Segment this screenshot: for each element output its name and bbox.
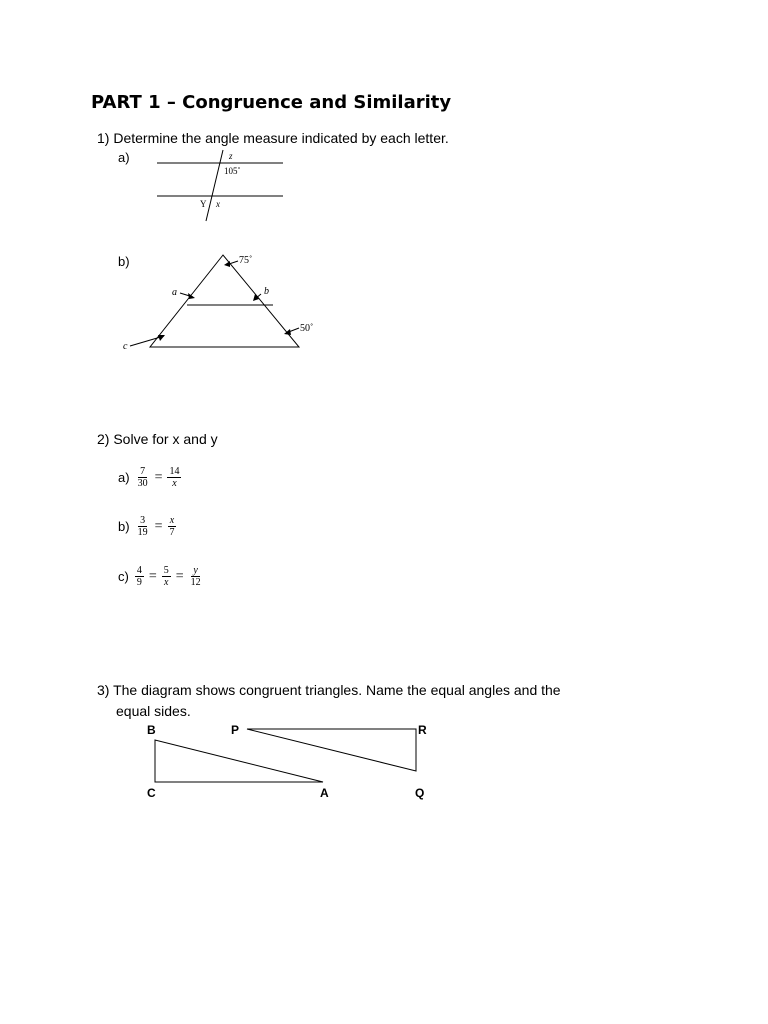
denominator: 19 (137, 527, 148, 538)
fraction-2c-second (162, 565, 171, 588)
triangle-prq (247, 729, 416, 771)
congruent-triangles-diagram (150, 725, 425, 787)
vertex-a-label: A (320, 786, 329, 800)
numerator: 3 (140, 515, 146, 526)
vertex-p-label: P (231, 723, 240, 737)
fraction-2b-right (167, 515, 176, 538)
angle-x-label: x (216, 199, 220, 209)
arrow-c-head (158, 335, 165, 341)
vertex-c-label: C (147, 786, 156, 800)
question-1b-label: b) (118, 254, 130, 269)
denominator: 9 (136, 577, 142, 588)
equation-2a (118, 466, 183, 489)
numerator: 14 (169, 466, 180, 477)
angle-c-label: c (123, 341, 128, 352)
numerator: 7 (140, 466, 146, 477)
fraction-2b-left (136, 515, 150, 538)
angle-z-label: z (229, 151, 233, 161)
denominator: x (164, 577, 169, 588)
numerator: 4 (136, 565, 142, 576)
equals-sign: = (154, 518, 163, 534)
equals-sign: = (148, 568, 157, 584)
fraction-2a-left (136, 466, 150, 489)
arrow-75-head (224, 261, 230, 267)
equals-sign: = (154, 469, 163, 485)
denominator: 30 (137, 478, 148, 489)
page-title: PART 1 – Congruence and Similarity (91, 92, 452, 113)
equation-2b (118, 515, 178, 538)
angle-75-label: 75˚ (239, 255, 253, 266)
parallel-lines-diagram (150, 145, 290, 227)
equation-2b-label: b) (118, 519, 130, 534)
fraction-2c-third (189, 565, 203, 588)
fraction-2c-first (135, 565, 144, 588)
fraction-2a-right (167, 466, 181, 489)
question-3-prompt-line2: equal sides. (116, 703, 191, 719)
angle-a-label: a (172, 287, 177, 298)
angle-y-label: Y (200, 199, 207, 209)
large-triangle (150, 255, 299, 347)
question-2-prompt: 2) Solve for x and y (97, 431, 218, 447)
angle-b-label: b (264, 286, 269, 297)
angle-50-label: 50˚ (300, 323, 314, 334)
denominator: 7 (169, 527, 175, 538)
equation-2a-label: a) (118, 470, 130, 485)
vertex-r-label: R (418, 723, 427, 737)
numerator: x (169, 515, 175, 526)
equals-sign: = (175, 568, 184, 584)
question-1a-label: a) (118, 150, 130, 165)
numerator: 5 (163, 565, 169, 576)
triangle-bca (155, 740, 323, 782)
equation-2c-label: c) (118, 569, 129, 584)
question-1-prompt: 1) Determine the angle measure indicated by each letter. (97, 130, 449, 146)
vertex-b-label: B (147, 723, 156, 737)
denominator: 12 (190, 577, 201, 588)
triangle-diagram (115, 245, 330, 355)
numerator: y (193, 565, 198, 576)
transversal-line (206, 150, 223, 221)
denominator: x (172, 478, 177, 489)
vertex-q-label: Q (415, 786, 425, 800)
equation-2c (118, 565, 205, 588)
angle-105-label: 105˚ (224, 166, 241, 176)
question-3-prompt-line1: 3) The diagram shows congruent triangles. Name the equal angles and the (97, 682, 561, 698)
